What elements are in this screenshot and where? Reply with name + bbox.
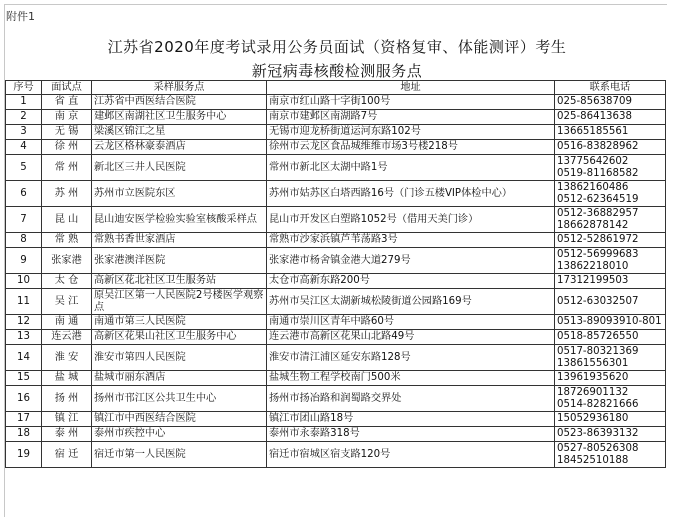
attachment-label: 附件1 (6, 10, 35, 23)
cell-index: 17 (6, 412, 42, 427)
cell-address: 昆山市开发区白塑路1052号（借用天美门诊） (267, 207, 555, 233)
cell-phone (555, 386, 666, 412)
cell-index: 7 (6, 207, 42, 233)
cell-address: 无锡市迎龙桥街道运河东路102号 (267, 125, 555, 140)
cell-phone (555, 371, 666, 386)
table-row (6, 412, 666, 427)
cell-area: 昆 山 (42, 207, 92, 233)
cell-site: 高新区花北社区卫生服务站 (92, 274, 267, 289)
cell-address: 张家港市杨舍镇金港大道279号 (267, 248, 555, 274)
cell-site: 云龙区格林豪泰酒店 (92, 140, 267, 155)
cell-site: 镇江市中西医结合医院 (92, 412, 267, 427)
cell-area: 镇 江 (42, 412, 92, 427)
table-row (6, 345, 666, 371)
cell-phone (555, 233, 666, 248)
cell-index: 18 (6, 427, 42, 442)
cell-area: 张家港 (42, 248, 92, 274)
cell-area: 吴 江 (42, 289, 92, 315)
phone-number: 13862160486 (557, 181, 629, 193)
cell-area: 常 熟 (42, 233, 92, 248)
cell-area: 宿 迁 (42, 442, 92, 468)
cell-site: 原吴江区第一人民医院2号楼医学观察点 (92, 289, 267, 315)
table-header-row (6, 81, 666, 95)
cell-index: 3 (6, 125, 42, 140)
cell-site: 淮安市第四人民医院 (92, 345, 267, 371)
phone-number: 0512-63032507 (557, 295, 639, 307)
cell-phone (555, 330, 666, 345)
cell-phone (555, 289, 666, 315)
cell-phone (555, 110, 666, 125)
cell-index: 13 (6, 330, 42, 345)
cell-area: 苏 州 (42, 181, 92, 207)
cell-area: 南 京 (42, 110, 92, 125)
cell-address: 苏州市姑苏区白塔西路16号（门诊五楼VIP体检中心） (267, 181, 555, 207)
table-row (6, 386, 666, 412)
testing-sites-table (5, 80, 666, 468)
cell-area: 扬 州 (42, 386, 92, 412)
phone-number: 025-85638709 (557, 96, 632, 107)
phone-number: 0512-62364519 (557, 193, 639, 205)
phone-number: 0519-81168582 (557, 167, 639, 179)
table-row (6, 248, 666, 274)
phone-number: 17312199503 (557, 275, 629, 286)
table-row (6, 371, 666, 386)
table-row (6, 442, 666, 468)
cell-address: 盐城生物工程学校南门500米 (267, 371, 555, 386)
phone-number: 18726901132 (557, 386, 629, 398)
cell-index: 2 (6, 110, 42, 125)
table-row (6, 181, 666, 207)
header-area: 面试点 (42, 81, 92, 95)
header-index: 序号 (6, 81, 42, 95)
header-address: 地址 (267, 81, 555, 95)
table-row (6, 427, 666, 442)
cell-area: 无 锡 (42, 125, 92, 140)
cell-phone (555, 125, 666, 140)
phone-number: 0516-83828962 (557, 141, 639, 152)
phone-number: 15052936180 (557, 413, 629, 424)
cell-index: 1 (6, 95, 42, 110)
cell-address: 扬州市扬冶路和润蜀路交界处 (267, 386, 555, 412)
phone-number: 025-86413638 (557, 111, 632, 122)
table-row (6, 125, 666, 140)
document-title-line-1: 江苏省2020年度考试录用公务员面试（资格复审、体能测评）考生 (107, 38, 567, 56)
phone-number: 13665185561 (557, 126, 629, 137)
table-body (6, 95, 666, 468)
cell-address: 常州市新北区太湖中路1号 (267, 155, 555, 181)
cell-address: 南通市崇川区青年中路60号 (267, 315, 555, 330)
phone-number: 0523-86393132 (557, 428, 639, 439)
cell-phone (555, 345, 666, 371)
phone-number: 18452510188 (557, 454, 629, 466)
cell-area: 常 州 (42, 155, 92, 181)
cell-phone (555, 274, 666, 289)
cell-index: 11 (6, 289, 42, 315)
cell-index: 5 (6, 155, 42, 181)
cell-phone (555, 427, 666, 442)
cell-address: 南京市建邺区南湖路7号 (267, 110, 555, 125)
table-row (6, 315, 666, 330)
cell-phone (555, 155, 666, 181)
cell-phone (555, 315, 666, 330)
cell-index: 10 (6, 274, 42, 289)
cell-area: 连云港 (42, 330, 92, 345)
cell-address: 徐州市云龙区食品城维维市场3号楼218号 (267, 140, 555, 155)
cell-site: 新北区三井人民医院 (92, 155, 267, 181)
cell-index: 12 (6, 315, 42, 330)
cell-area: 盐 城 (42, 371, 92, 386)
cell-address: 常熟市沙家浜镇芦苇荡路3号 (267, 233, 555, 248)
phone-number: 0512-52861972 (557, 234, 639, 245)
table-row (6, 330, 666, 345)
cell-phone (555, 442, 666, 468)
cell-address: 镇江市团山路18号 (267, 412, 555, 427)
cell-area: 徐 州 (42, 140, 92, 155)
phone-number: 13862218010 (557, 260, 629, 272)
header-site: 采样服务点 (92, 81, 267, 95)
cell-site: 常熟书香世家酒店 (92, 233, 267, 248)
cell-site: 苏州市立医院东区 (92, 181, 267, 207)
phone-number: 0514-82821666 (557, 398, 639, 410)
cell-area: 南 通 (42, 315, 92, 330)
cell-site: 高新区花果山社区卫生服务中心 (92, 330, 267, 345)
cell-address: 苏州市吴江区太湖新城松陵街道公园路169号 (267, 289, 555, 315)
table-row (6, 95, 666, 110)
cell-site: 建邺区南湖社区卫生服务中心 (92, 110, 267, 125)
cell-address: 南京市红山路十字街100号 (267, 95, 555, 110)
cell-address: 泰州市永泰路318号 (267, 427, 555, 442)
cell-phone (555, 95, 666, 110)
cell-address: 淮安市清江浦区延安东路128号 (267, 345, 555, 371)
cell-address: 连云港市高新区花果山北路49号 (267, 330, 555, 345)
phone-number: 0518-85726550 (557, 331, 639, 342)
cell-site: 宿迁市第一人民医院 (92, 442, 267, 468)
cell-site: 盐城市丽东酒店 (92, 371, 267, 386)
cell-area: 淮 安 (42, 345, 92, 371)
table-row (6, 207, 666, 233)
cell-site: 扬州市邗江区公共卫生中心 (92, 386, 267, 412)
table-row (6, 140, 666, 155)
table-row (6, 110, 666, 125)
cell-area: 太 仓 (42, 274, 92, 289)
cell-site: 昆山迪安医学检验实验室核酸采样点 (92, 207, 267, 233)
phone-number: 13961935620 (557, 372, 629, 383)
cell-index: 14 (6, 345, 42, 371)
cell-index: 19 (6, 442, 42, 468)
cell-phone (555, 248, 666, 274)
table-row (6, 233, 666, 248)
cell-index: 15 (6, 371, 42, 386)
cell-phone (555, 140, 666, 155)
cell-phone (555, 207, 666, 233)
phone-number: 18662878142 (557, 219, 629, 231)
cell-phone (555, 412, 666, 427)
cell-phone (555, 181, 666, 207)
cell-index: 16 (6, 386, 42, 412)
cell-index: 8 (6, 233, 42, 248)
document-title-line-2: 新冠病毒核酸检测服务点 (251, 62, 423, 80)
cell-area: 省 直 (42, 95, 92, 110)
phone-number: 0517-80321369 (557, 345, 639, 357)
cell-address: 宿迁市宿城区宿支路120号 (267, 442, 555, 468)
phone-number: 0512-36882957 (557, 207, 639, 219)
table-row (6, 274, 666, 289)
phone-number: 0513-89093910-801 (557, 316, 662, 327)
table-row (6, 289, 666, 315)
phone-number: 13775642602 (557, 155, 629, 167)
phone-number: 0527-80526308 (557, 442, 639, 454)
cell-site: 张家港澳洋医院 (92, 248, 267, 274)
cell-area: 泰 州 (42, 427, 92, 442)
header-phone: 联系电话 (555, 81, 666, 95)
cell-site: 泰州市疾控中心 (92, 427, 267, 442)
phone-number: 13861556301 (557, 357, 629, 369)
table-row (6, 155, 666, 181)
cell-site: 江苏省中西医结合医院 (92, 95, 267, 110)
cell-index: 9 (6, 248, 42, 274)
cell-address: 太仓市高新东路200号 (267, 274, 555, 289)
cell-index: 6 (6, 181, 42, 207)
cell-site: 梁溪区锦江之星 (92, 125, 267, 140)
cell-index: 4 (6, 140, 42, 155)
phone-number: 0512-56999683 (557, 248, 639, 260)
cell-site: 南通市第三人民医院 (92, 315, 267, 330)
